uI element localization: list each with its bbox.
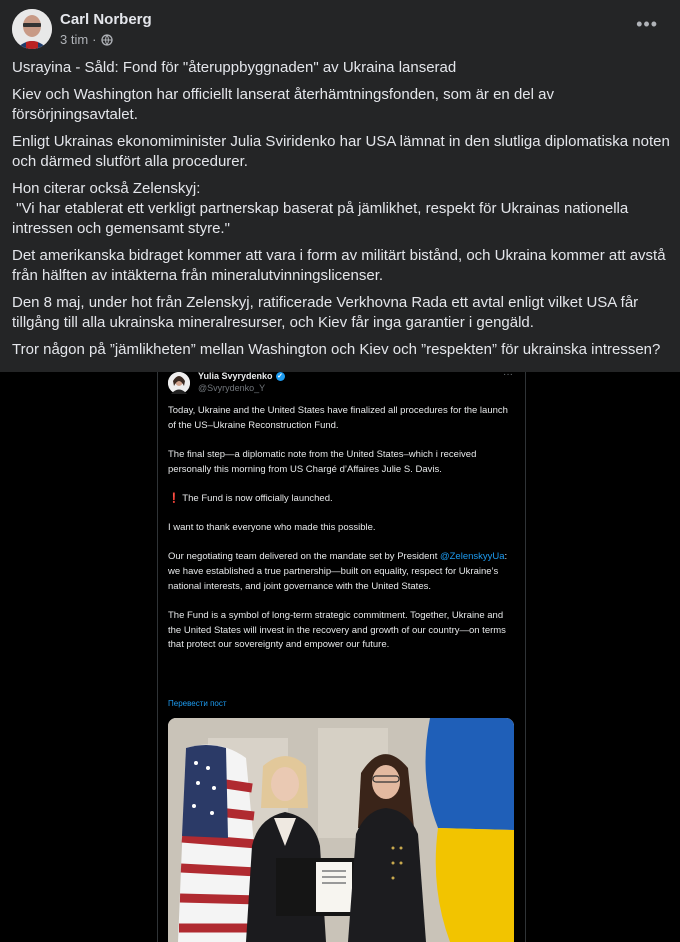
tweet-paragraph-5-a: Our negotiating team delivered on the mandate set by President: [168, 551, 440, 563]
post-paragraph-4: Hon citerar också Zelenskyj: "Vi har etablerat ett verkligt partnerskap baserat på jämlikhet, respekt för Ukrainas nationella intressen och gemensamt styre.": [12, 180, 629, 237]
post-body: [12, 58, 674, 367]
post-paragraph-2: Kiev och Washington har officiellt lanserat återhämtningsfonden, som är en del av försörjningsavtalet.: [12, 86, 559, 123]
post-meta: [60, 32, 113, 47]
verified-badge-icon: ✓: [277, 372, 283, 380]
exclamation-icon: ❗: [168, 492, 180, 504]
author-avatar[interactable]: [12, 9, 52, 49]
post-paragraph-1: Usrayina - Såld: Fond för "återuppbyggnaden" av Ukraina lanserad: [12, 59, 457, 76]
tweet-author-name: Yulia Svyrydenko: [198, 372, 273, 381]
tweet-avatar-image: [168, 372, 190, 394]
tweet-photo: [168, 718, 514, 942]
post-time[interactable]: 3 tim: [60, 32, 89, 47]
tweet-paragraph-5-b: : we have established a true partnership—built on equality, respect for Ukraine’s national interests, and joint governance with the United States.: [168, 551, 508, 592]
avatar-image: [12, 9, 52, 49]
post-paragraph-7: Tror någon på ”jämlikheten” mellan Washington och Kiev och ”respekten” för ukrainska intressen?: [12, 341, 661, 358]
tweet-more-icon: ···: [503, 372, 513, 380]
tweet-paragraph-1: Today, Ukraine and the United States have finalized all procedures for the launch of the US–Ukraine Reconstruction Fund.: [168, 405, 508, 431]
tweet-paragraph-3-text: The Fund is now officially launched.: [179, 492, 333, 504]
embedded-tweet-screenshot: [157, 372, 526, 942]
post-paragraph-3: Enligt Ukrainas ekonomiminister Julia Sviridenko har USA lämnat in den slutliga diplomatiska noten och därmed slutfört alla procedurer.: [12, 133, 674, 170]
tweet-avatar: [168, 372, 190, 394]
post-header: [0, 0, 680, 56]
tweet-author: [198, 372, 285, 381]
tweet-paragraph-2: The final step—a diplomatic note from the United States–which i received personally this morning from US Chargé d’Affaires Julie S. Davis.: [168, 448, 477, 475]
tweet-paragraph-5: [168, 550, 508, 594]
more-options-icon[interactable]: •••: [636, 14, 658, 34]
post-paragraph-5: Det amerikanska bidraget kommer att vara i form av militärt bistånd, och Ukraina kommer att avstå från hälften av intäkterna från mineralutvinningslicenser.: [12, 247, 670, 284]
tweet-mention: @ZelenskyyUa: [439, 551, 505, 563]
tweet-handle: @Svyrydenko_Y: [198, 383, 266, 393]
author-name[interactable]: Carl Norberg: [60, 11, 152, 28]
photo-two-women-with-flags: [168, 718, 514, 942]
meta-separator: ·: [92, 32, 97, 47]
tweet-paragraph-6: The Fund is a symbol of long-term strategic commitment. Together, Ukraine and the United States will invest in the recovery and growth of our country—on terms that protect our sovereignty and empower our future.: [168, 609, 506, 651]
tweet-paragraph-4: I want to thank everyone who made this possible.: [168, 522, 376, 534]
tweet-text: [168, 404, 508, 653]
tweet-translate-link: Перевести пост: [168, 699, 227, 708]
post-paragraph-6: Den 8 maj, under hot från Zelenskyj, ratificerade Verkhovna Rada ett avtal enligt vilket USA får tillgång till alla ukrainska mineralresurser, och Kiev får inga garantier i gengäld.: [12, 294, 643, 331]
globe-icon: [101, 34, 113, 46]
post-media[interactable]: [0, 372, 680, 942]
certificate-folder: [276, 858, 356, 916]
tweet-paragraph-3: [168, 492, 508, 507]
